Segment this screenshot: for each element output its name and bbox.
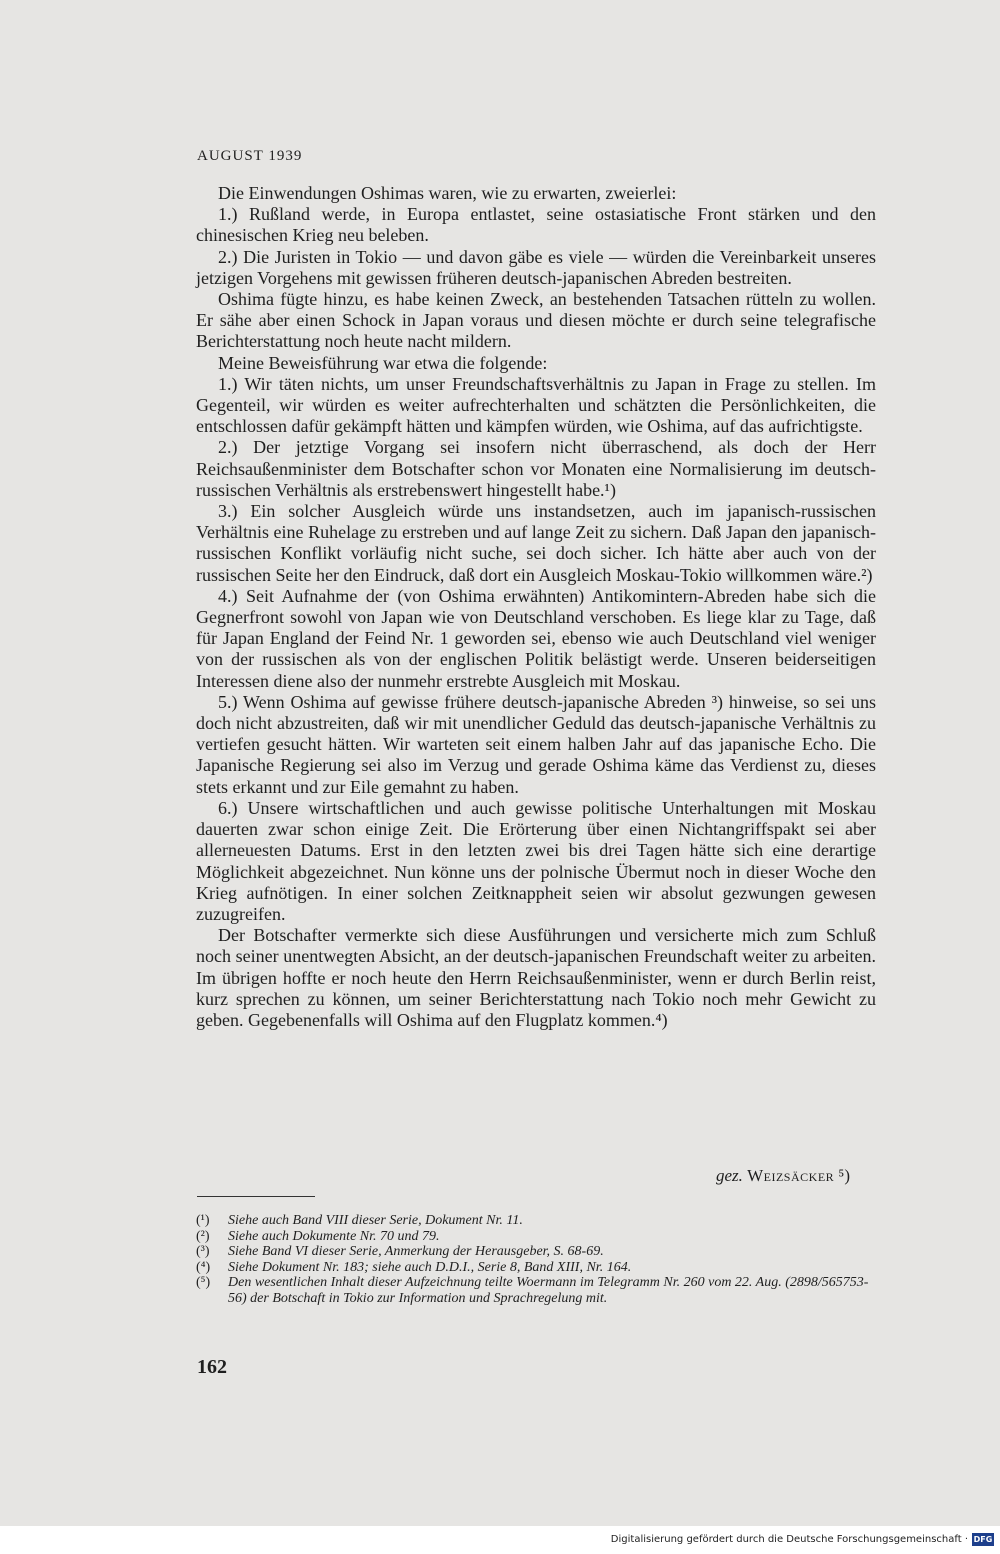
footnote-number: (¹): [196, 1213, 210, 1228]
footnote: [196, 1275, 876, 1306]
footnotes: [196, 1213, 876, 1307]
signature-prefix: gez.: [715, 1166, 743, 1185]
paragraph: 1.) Wir täten nichts, um unser Freundschaftsverhältnis zu Japan in Frage zu stellen. Im Gegenteil, wir würden es weiter aufrechterhalten und schätzten die Persönlichkeiten, die entschlossen dafür gekämpft hätten und kämpfen würden, wie Oshima, auf das aufrichtigste.: [196, 373, 876, 437]
footnote: [196, 1260, 876, 1276]
page-number: 162: [197, 1356, 227, 1378]
footnote-text: Siehe Dokument Nr. 183; siehe auch D.D.I., Serie 8, Band XIII, Nr. 164.: [228, 1259, 632, 1275]
paragraph: Der Botschafter vermerkte sich diese Ausführungen und versicherte mich zum Schluß noch seiner unentwegten Absicht, an der deutsch-japanischen Freundschaft weiter zu arbeiten. Im übrigen hoffte er noch heute den Herrn Reichsaußenminister, wenn er durch Berlin reist, kurz sprechen zu können, um seiner Berichterstattung nach Tokio noch mehr Gewicht zu geben. Gegebenenfalls will Oshima auf den Flugplatz kommen.⁴): [196, 925, 876, 1030]
footnote-divider: [197, 1196, 315, 1197]
running-header: AUGUST 1939: [197, 148, 303, 164]
paragraph: 5.) Wenn Oshima auf gewisse frühere deutsch-japanische Abreden ³) hinweise, so sei uns doch nicht abzustreiten, daß wir mit unendlicher Geduld das deutsch-japanische Verhältnis zu vertiefen gesucht hätten. Wir warteten seit einem halben Jahr auf das japanische Echo. Die Japanische Regierung sei also im Verzug und gerade Oshima käme das Verdienst zu, dieses stets erkannt und zur Eile gemahnt zu haben.: [196, 691, 876, 797]
footnote: [196, 1229, 876, 1245]
digitization-footer: [0, 1526, 1000, 1554]
footnote-text: Siehe auch Dokumente Nr. 70 und 79.: [228, 1228, 440, 1244]
paragraph: Oshima fügte hinzu, es habe keinen Zweck, an bestehenden Tatsachen rütteln zu wollen. Er sähe aber einen Schock in Japan voraus und diesen möchte er durch seine telegrafische Berichterstattung noch heute nacht mildern.: [196, 289, 876, 352]
paragraph: 1.) Rußland werde, in Europa entlastet, seine ostasiatische Front stärken und den chinesischen Krieg neu beleben.: [196, 204, 876, 246]
footer-credit: Digitalisierung gefördert durch die Deutsche Forschungsgemeinschaft ·: [610, 1534, 968, 1545]
paragraph: 6.) Unsere wirtschaftlichen und auch gewisse politische Unterhaltungen mit Moskau dauerten zwar schon einige Zeit. Die Erörterung über einen Nichtangriffspakt sei aber allerneuesten Datums. Erst in den letzten zwei bis drei Tagen hätte sich eine derartige Möglichkeit abgezeichnet. Nun könne uns der polnische Übermut noch in dieser Woche den Krieg aufnötigen. In einer solchen Zeitknappheit seien wir absolut gezwungen gewesen zuzugreifen.: [196, 797, 876, 924]
footnote-text: Den wesentlichen Inhalt dieser Aufzeichnung teilte Woermann im Telegramm Nr. 260 vom 22. Aug. (2898/565753-56) der Botschaft in Tokio zur Information und Sprachregelung mit.: [228, 1275, 869, 1306]
paragraph: 2.) Die Juristen in Tokio — und davon gäbe es viele — würden die Vereinbarkeit unseres jetzigen Vorgehens mit gewissen früheren deutsch-japanischen Abreden bestreiten.: [196, 246, 876, 288]
signature-name: Weizsäcker: [747, 1166, 835, 1185]
footnote: [196, 1244, 876, 1260]
paragraph: Meine Beweisführung war etwa die folgende:: [218, 352, 548, 373]
paragraph: Die Einwendungen Oshimas waren, wie zu erwarten, zweierlei:: [218, 183, 677, 203]
dfg-logo-icon: DFG: [973, 1535, 993, 1544]
body-text: [196, 183, 876, 1031]
footnote-text: Siehe auch Band VIII dieser Serie, Dokument Nr. 11.: [228, 1213, 523, 1228]
footnote-number: (²): [196, 1228, 210, 1244]
footnote: [196, 1213, 876, 1229]
footnote-number: (³): [196, 1244, 210, 1260]
paragraph: 3.) Ein solcher Ausgleich würde uns instandsetzen, auch im japanisch-russischen Verhältnis eine Ruhelage zu erstreben und auf lange Zeit zu sichern. Daß Japan den japanisch-russischen Konflikt vorläufig nicht suche, sei doch sicher. Ich hätte aber auch von der russischen Seite her den Eindruck, daß dort ein Ausgleich Moskau-Tokio willkommen wäre.²): [196, 501, 876, 585]
paragraph: 4.) Seit Aufnahme der (von Oshima erwähnten) Antikomintern-Abreden habe sich die Gegnerfront sowohl von Japan wie von Deutschland verschoben. Es liege klar zu Tage, daß für Japan England der Feind Nr. 1 geworden sei, ebenso wie auch Deutschland viel weniger von der russischen als von der englischen Politik belästigt werde. Unseren beiderseitigen Interessen diene also der nunmehr erstrebte Ausgleich mit Moskau.: [196, 585, 876, 691]
signature: [716, 1166, 850, 1186]
footnote-number: (⁵): [196, 1275, 211, 1291]
paragraph: 2.) Der jetztige Vorgang sei insofern nicht überraschend, als doch der Herr Reichsaußenminister dem Botschafter schon vor Monaten eine Normalisierung im deutsch-russischen Verhältnis als erstrebenswert hingestellt habe.¹): [196, 437, 876, 500]
signature-note: ⁵): [838, 1166, 850, 1185]
footnote-number: (⁴): [196, 1259, 211, 1275]
footnote-text: Siehe Band VI dieser Serie, Anmerkung der Herausgeber, S. 68-69.: [228, 1244, 604, 1260]
